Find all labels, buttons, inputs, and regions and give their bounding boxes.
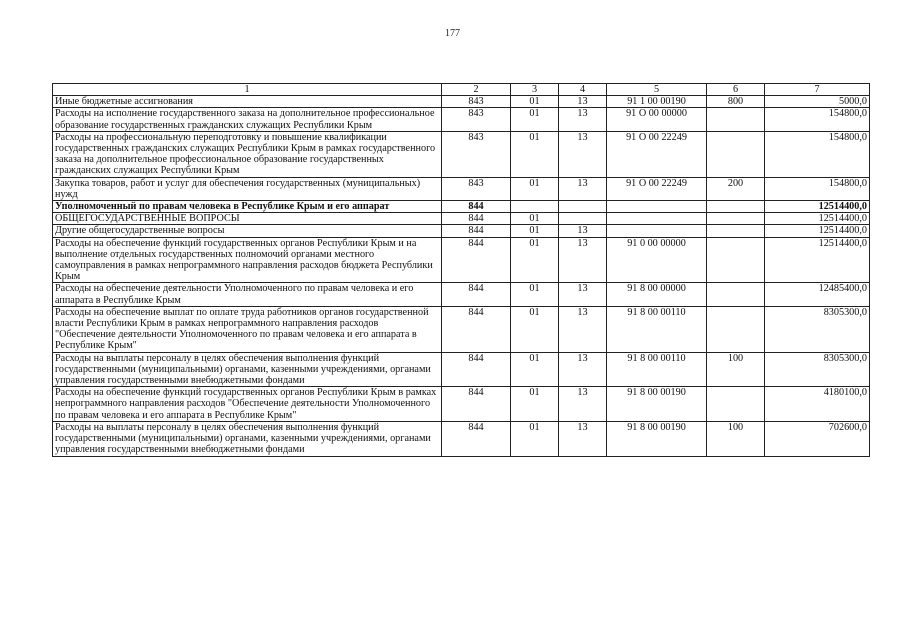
row-section: 01: [511, 96, 559, 108]
row-name: Закупка товаров, работ и услуг для обеспечения государственных (муниципальных) нужд: [53, 177, 442, 200]
row-target-code: [607, 225, 707, 237]
table-row: [53, 421, 870, 456]
row-section: 01: [511, 306, 559, 352]
row-expense-type: [707, 306, 765, 352]
header-col-2: 2: [442, 84, 511, 96]
row-target-code: 91 О 00 22249: [607, 177, 707, 200]
row-expense-type: [707, 213, 765, 225]
row-amount: 154800,0: [765, 177, 870, 200]
row-name: Расходы на выплаты персоналу в целях обеспечения выполнения функций государственными (муниципальными) органами, казенными учреждениями, органами управления государственными внебюджетными фондами: [53, 421, 442, 456]
row-target-code: 91 О 00 00000: [607, 108, 707, 131]
row-code: 844: [442, 421, 511, 456]
row-target-code: 91 0 00 00000: [607, 237, 707, 283]
row-amount: 8305300,0: [765, 352, 870, 387]
row-name: Расходы на профессиональную переподготовку и повышение квалификации государственных гражданских служащих Республики Крым в рамках государственного заказа на дополнительное профессиональное образование государственных гражданских служащих Республики Крым: [53, 131, 442, 177]
row-code: 843: [442, 177, 511, 200]
row-subsection: [559, 201, 607, 213]
row-target-code: 91 1 00 00190: [607, 96, 707, 108]
row-subsection: 13: [559, 306, 607, 352]
row-name: Расходы на обеспечение деятельности Уполномоченного по правам человека и его аппарата в Республике Крым: [53, 283, 442, 306]
header-col-6: 6: [707, 84, 765, 96]
row-name: Иные бюджетные ассигнования: [53, 96, 442, 108]
row-subsection: 13: [559, 387, 607, 422]
row-expense-type: 200: [707, 177, 765, 200]
row-target-code: 91 8 00 00000: [607, 283, 707, 306]
row-name: Расходы на обеспечение функций государственных органов Республики Крым в рамках непрограммного направления расходов "Обеспечение деятельности Уполномоченного по правам человека и его аппарата в Республике Крым": [53, 387, 442, 422]
header-col-5: 5: [607, 84, 707, 96]
row-name: Расходы на выплаты персоналу в целях обеспечения выполнения функций государственными (муниципальными) органами, казенными учреждениями, органами управления государственными внебюджетными фондами: [53, 352, 442, 387]
row-amount: 5000,0: [765, 96, 870, 108]
row-target-code: 91 8 00 00190: [607, 387, 707, 422]
row-amount: 702600,0: [765, 421, 870, 456]
row-name: ОБЩЕГОСУДАРСТВЕННЫЕ ВОПРОСЫ: [53, 213, 442, 225]
table-row: [53, 213, 870, 225]
row-amount: 12514400,0: [765, 225, 870, 237]
row-name: Расходы на исполнение государственного заказа на дополнительное профессиональное образование государственных гражданских служащих Республики Крым: [53, 108, 442, 131]
row-expense-type: 100: [707, 352, 765, 387]
row-subsection: 13: [559, 131, 607, 177]
row-code: 844: [442, 283, 511, 306]
row-subsection: 13: [559, 283, 607, 306]
table-row: [53, 352, 870, 387]
row-subsection: [559, 213, 607, 225]
row-section: 01: [511, 237, 559, 283]
row-expense-type: [707, 237, 765, 283]
table-row: [53, 96, 870, 108]
table-row: [53, 283, 870, 306]
row-code: 844: [442, 306, 511, 352]
row-code: 844: [442, 352, 511, 387]
row-amount: 12514400,0: [765, 213, 870, 225]
row-expense-type: [707, 201, 765, 213]
table-row: [53, 387, 870, 422]
row-code: 844: [442, 387, 511, 422]
table-row: [53, 131, 870, 177]
row-amount: 12485400,0: [765, 283, 870, 306]
row-expense-type: 100: [707, 421, 765, 456]
row-section: 01: [511, 213, 559, 225]
table-row: [53, 201, 870, 213]
row-subsection: 13: [559, 108, 607, 131]
table-row: [53, 237, 870, 283]
row-subsection: 13: [559, 352, 607, 387]
row-section: 01: [511, 108, 559, 131]
row-code: 843: [442, 96, 511, 108]
row-name: Расходы на обеспечение выплат по оплате труда работников органов государственной власти Республики Крым в рамках непрограммного направления расходов "Обеспечение деятельности Уполномоченного по правам человека и его аппарата в Республике Крым": [53, 306, 442, 352]
row-subsection: 13: [559, 177, 607, 200]
row-section: 01: [511, 283, 559, 306]
header-col-4: 4: [559, 84, 607, 96]
row-amount: 154800,0: [765, 131, 870, 177]
row-amount: 12514400,0: [765, 237, 870, 283]
table-row: [53, 225, 870, 237]
row-name: Уполномоченный по правам человека в Республике Крым и его аппарат: [53, 201, 442, 213]
row-code: 843: [442, 108, 511, 131]
budget-table: [52, 83, 870, 457]
row-amount: 4180100,0: [765, 387, 870, 422]
row-code: 844: [442, 201, 511, 213]
row-code: 844: [442, 237, 511, 283]
header-col-7: 7: [765, 84, 870, 96]
row-code: 843: [442, 131, 511, 177]
row-target-code: 91 8 00 00190: [607, 421, 707, 456]
row-code: 844: [442, 225, 511, 237]
row-name: Другие общегосударственные вопросы: [53, 225, 442, 237]
row-section: 01: [511, 387, 559, 422]
row-expense-type: [707, 387, 765, 422]
row-target-code: 91 О 00 22249: [607, 131, 707, 177]
header-row: [53, 84, 870, 96]
row-section: 01: [511, 225, 559, 237]
row-code: 844: [442, 213, 511, 225]
table-row: [53, 177, 870, 200]
table-row: [53, 108, 870, 131]
row-expense-type: [707, 131, 765, 177]
header-col-1: 1: [53, 84, 442, 96]
row-section: 01: [511, 131, 559, 177]
row-name: Расходы на обеспечение функций государственных органов Республики Крым и на выполнение отдельных государственных полномочий органами местного самоуправления в рамках непрограммного направления расходов бюджета Республики Крым: [53, 237, 442, 283]
row-expense-type: [707, 283, 765, 306]
row-section: [511, 201, 559, 213]
row-expense-type: 800: [707, 96, 765, 108]
row-subsection: 13: [559, 96, 607, 108]
row-amount: 12514400,0: [765, 201, 870, 213]
row-subsection: 13: [559, 421, 607, 456]
row-expense-type: [707, 108, 765, 131]
page-number: 177: [445, 28, 460, 39]
row-subsection: 13: [559, 237, 607, 283]
table-row: [53, 306, 870, 352]
row-expense-type: [707, 225, 765, 237]
header-col-3: 3: [511, 84, 559, 96]
row-section: 01: [511, 352, 559, 387]
row-target-code: 91 8 00 00110: [607, 352, 707, 387]
row-amount: 154800,0: [765, 108, 870, 131]
row-section: 01: [511, 177, 559, 200]
row-subsection: 13: [559, 225, 607, 237]
row-target-code: 91 8 00 00110: [607, 306, 707, 352]
row-target-code: [607, 213, 707, 225]
row-section: 01: [511, 421, 559, 456]
row-amount: 8305300,0: [765, 306, 870, 352]
row-target-code: [607, 201, 707, 213]
